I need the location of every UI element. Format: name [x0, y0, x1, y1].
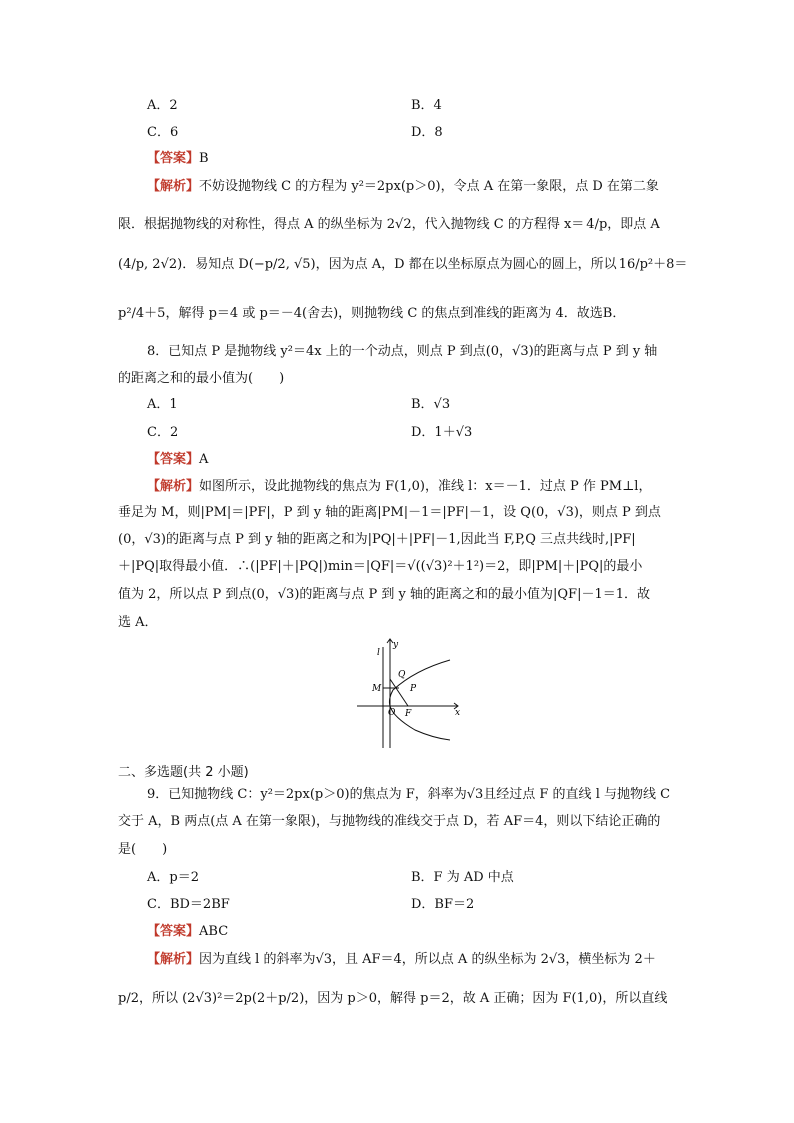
q9-option-b: B．F 为 AD 中点 [411, 870, 514, 885]
q7-option-c: C．6 [147, 125, 179, 140]
q9-analysis-line-2: p/2，所以 (2√3)²＝2p(2＋p/2)，因为 p＞0，解得 p＝2，故 A 正确；因为 F(1,0)，所以直线 [118, 991, 668, 1006]
parabola-figure [355, 635, 470, 750]
fraction: 4/p，即点 A [586, 217, 660, 232]
answer-label: 【答案】 [147, 151, 200, 166]
q9-analysis-line-1 [147, 953, 656, 966]
q8-option-b: B．√3 [411, 397, 451, 412]
q8-option-a: A．1 [147, 397, 178, 412]
q8-analysis-line-3: (0，√3)的距离与点 P 到 y 轴的距离之和为|PQ|＋|PF|－1,因此当 F,P,Q 三点共线时,|PF| [118, 532, 636, 547]
label-m: M [372, 684, 382, 694]
segment-qf [390, 679, 408, 706]
q9-stem-line-1: 9．已知抛物线 C：y²＝2px(p＞0)的焦点为 F，斜率为√3且经过点 F 的直线 l 与抛物线 C [147, 787, 671, 802]
analysis-label: 【解析】 [147, 479, 200, 494]
q8-analysis-line-5: 值为 2，所以点 P 到点(0，√3)的距离与点 P 到 y 轴的距离之和的最小值为|QF|－1＝1．故 [118, 587, 650, 602]
analysis-label: 【解析】 [147, 952, 200, 967]
analysis-text: 限．根据抛物线的对称性，得点 A 的纵坐标为 2√2，代入抛物线 C 的方程得 x＝ [118, 217, 585, 232]
answer-label: 【答案】 [147, 924, 200, 939]
answer-value: B [199, 151, 209, 166]
label-q: Q [398, 670, 406, 680]
q7-analysis-line-1 [147, 180, 659, 193]
q8-stem-line-1: 8．已知点 P 是抛物线 y²＝4x 上的一个动点，则点 P 到点(0，√3)的距离与点 P 到 y 轴 [147, 344, 658, 359]
answer-value: ABC [199, 924, 229, 939]
q9-stem-line-3: 是( ) [118, 842, 168, 857]
q7-analysis-line-3 [118, 258, 687, 271]
q9-answer [147, 925, 228, 938]
q7-option-b: B．4 [411, 98, 442, 113]
q8-analysis-line-2: 垂足为 M，则|PM|＝|PF|，P 到 y 轴的距离|PM|－1＝|PF|－1，设 Q(0，√3)，则点 P 到点 [118, 505, 661, 520]
label-p: P [410, 684, 417, 694]
label-o: O [388, 708, 396, 718]
q8-option-d: D．1＋√3 [411, 425, 473, 440]
fraction: 16/p²＋8＝ [618, 257, 688, 272]
q7-option-d: D．8 [411, 125, 443, 140]
q9-option-d: D．BF＝2 [411, 897, 475, 912]
q9-option-c: C．BD＝2BF [147, 897, 230, 912]
label-x: x [455, 708, 461, 718]
q7-option-a: A．2 [147, 98, 178, 113]
q9-option-a: A．p＝2 [147, 870, 199, 885]
answer-value: A [199, 452, 209, 467]
q8-stem-line-2: 的距离之和的最小值为( ) [118, 371, 285, 386]
analysis-text: 如图所示，设此抛物线的焦点为 F(1,0)，准线 l：x＝－1．过点 P 作 PM⊥l， [199, 479, 652, 494]
analysis-text: 因为直线 l 的斜率为√3，且 AF＝4，所以点 A 的纵坐标为 2√3，横坐标为 2＋ [199, 952, 656, 967]
q7-analysis-line-2 [118, 218, 660, 231]
analysis-text: 不妨设抛物线 C 的方程为 y²＝2px(p＞0)，令点 A 在第一象限，点 D 在第二象 [199, 179, 659, 194]
q7-answer [147, 152, 209, 165]
q9-stem-line-2: 交于 A，B 两点(点 A 在第一象限)，与抛物线的准线交于点 D，若 AF＝4，则以下结论正确的 [118, 814, 661, 829]
q8-analysis-line-4: ＋|PQ|取得最小值．∴(|PF|＋|PQ|)min＝|QF|＝√((√3)²＋1²)＝2，即|PM|＋|PQ|的最小 [118, 559, 643, 574]
q8-analysis-line-6: 选 A． [118, 615, 158, 630]
q8-analysis-line-1 [147, 480, 651, 493]
analysis-label: 【解析】 [147, 179, 200, 194]
label-l: l [377, 648, 380, 658]
q7-analysis-line-4: p²/4＋5，解得 p＝4 或 p＝－4(舍去)，则抛物线 C 的焦点到准线的距离为 4．故选B． [118, 306, 626, 321]
q8-option-c: C．2 [147, 425, 179, 440]
answer-label: 【答案】 [147, 452, 200, 467]
label-y: y [393, 640, 399, 650]
analysis-text: (4/p, 2√2)．易知点 D(−p/2, √5)，因为点 A，D 都在以坐标原点为圆心的圆上，所以 [118, 257, 617, 272]
q8-answer [147, 453, 208, 466]
label-f: F [405, 709, 412, 719]
section-heading: 二、多选题(共 2 小题) [118, 765, 249, 780]
